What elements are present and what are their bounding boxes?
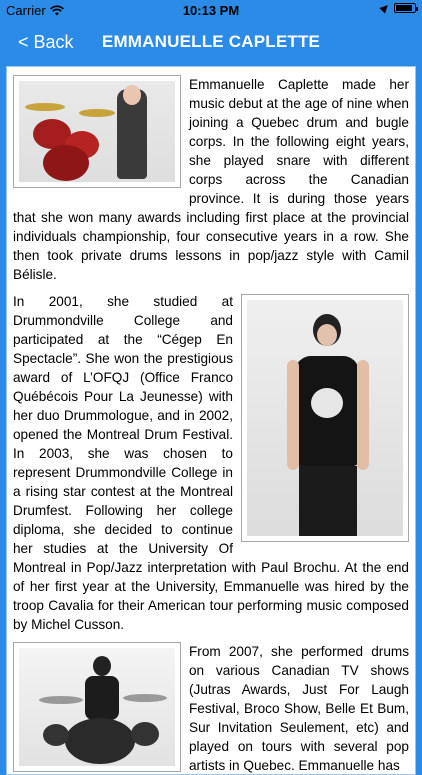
status-bar <box>0 0 422 20</box>
paragraph-1: Emmanuelle Caplette made her music debut at the age of nine when joining a Quebec drum and bugle corps. In the following eight years, she played snare with different corps across the Canadian province. It is during those years that she won many awards including first place at the provincial individuals championship, four consecutive years in a row. She then took private drums lessons in pop/jazz style with Camil Bélisle. <box>13 77 409 282</box>
article-content[interactable] <box>6 66 416 775</box>
paragraph-2: In 2001, she studied at Drummondville College and participated at the “Cégep En Spectacle”. She won the prestigious award of L’OFQJ (Office Franco Québécois Pour La Jeunesse) with her duo Drummologue, and in 2002, opened the Montreal Drum Festival. In 2003, she was chosen to represent Drummondville College in a rising star contest at the Montreal Drumfest. Following her college diploma, she decided to continue her studies at the University Of Montreal in Pop/Jazz interpretation with Paul Brochu. At the end of her first year at the University, Emmanuelle was hired by the troop Cavalia for their American tour performing music composed by Michel Cusson. <box>13 294 409 632</box>
location-icon <box>379 2 390 13</box>
status-time: 10:13 PM <box>182 3 240 18</box>
page-title: EMMANUELLE CAPLETTE <box>101 32 321 51</box>
drummer-photo-3 <box>13 642 181 772</box>
drummer-photo-1 <box>13 75 181 188</box>
status-right <box>381 3 416 13</box>
back-label: < Back <box>18 32 74 52</box>
navigation-bar <box>0 20 422 66</box>
battery-icon <box>394 3 416 13</box>
paragraph-3: From 2007, she performed drums on various Canadian TV shows (Jutras Awards, Just For Laugh Festival, Broco Show, Belle Et Bum, Sur Invitation Seulement, etc) and played on tours with several pop artists in Quebec. Emmanuelle has <box>189 644 409 773</box>
drummer-photo-2 <box>241 294 409 542</box>
carrier-label: Carrier <box>6 3 46 18</box>
